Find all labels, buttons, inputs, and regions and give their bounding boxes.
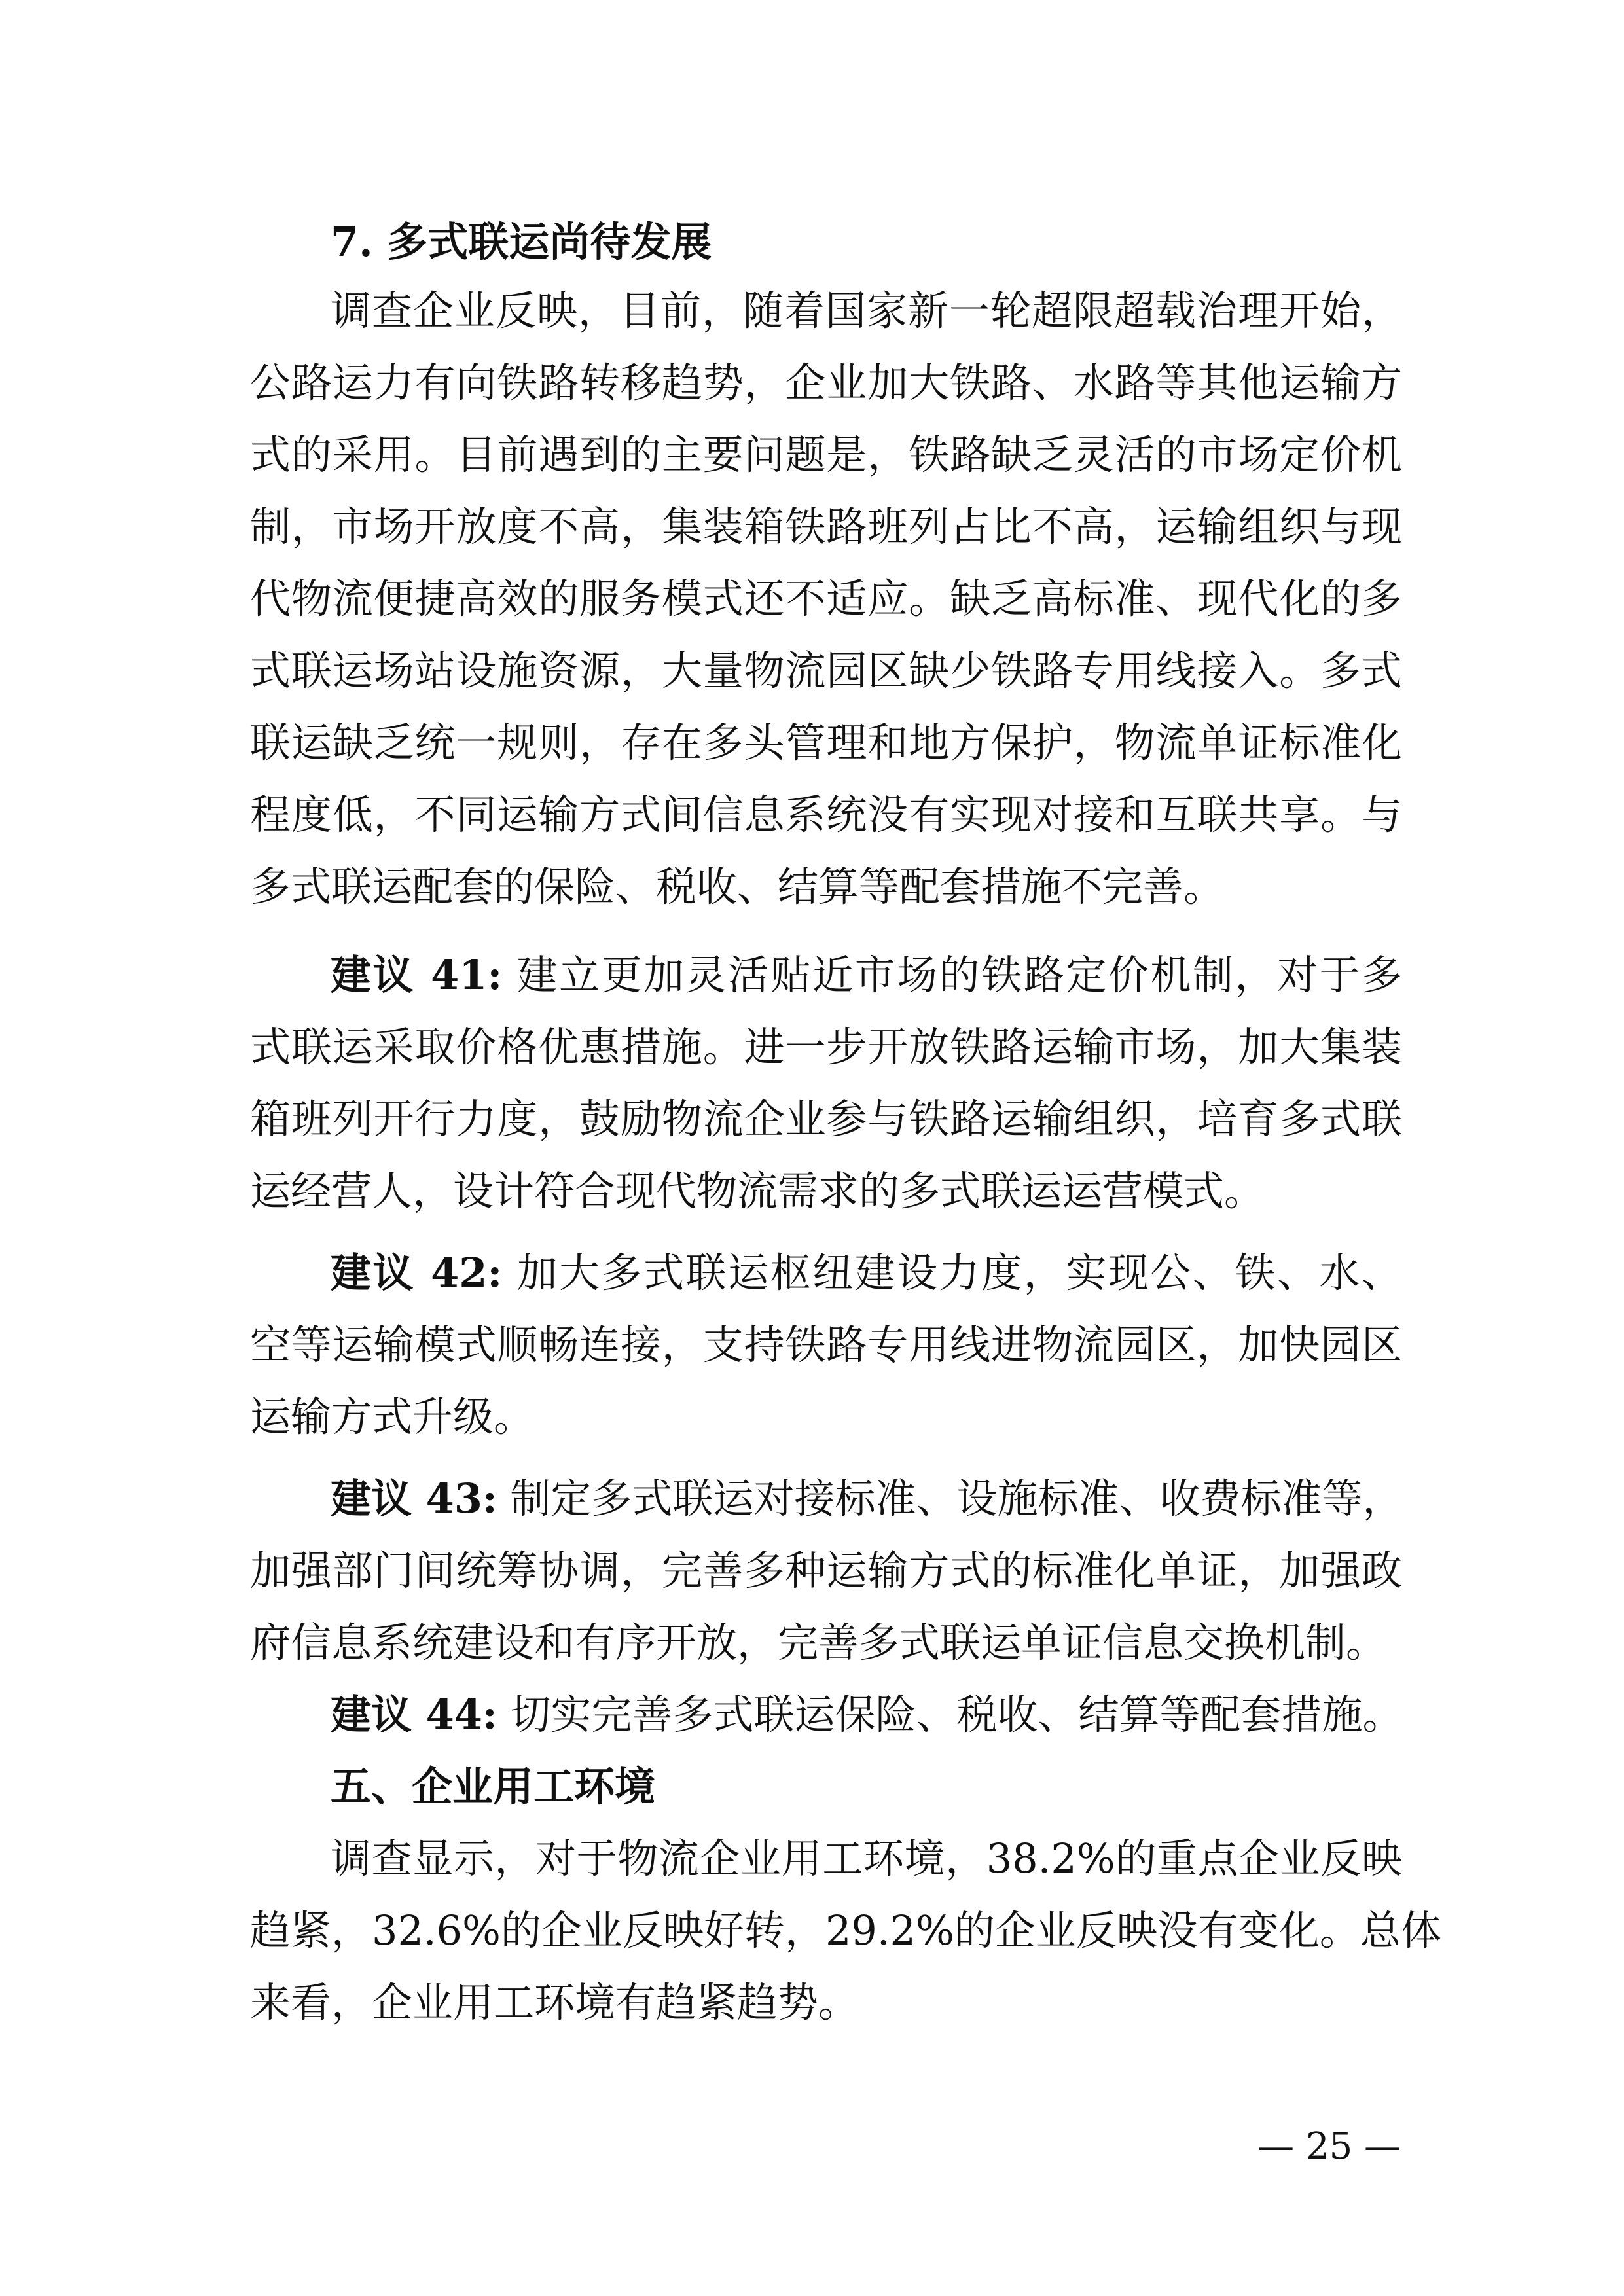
suggestion-text: 加大多式联运枢纽建设力度，实现公、铁、水、 xyxy=(516,1249,1402,1297)
suggestion-label: 建议 44: xyxy=(331,1691,497,1738)
paragraph-line: 调查显示，对于物流企业用工环境，38.2%的重点企业反映 xyxy=(331,1835,1402,1882)
suggestion-text: 制定多式联运对接标准、设施标准、收费标准等， xyxy=(510,1475,1403,1522)
paragraph-line: 式联运采取价格优惠措施。进一步开放铁路运输市场，加大集装 xyxy=(250,1023,1402,1071)
suggestion-text: 切实完善多式联运保险、税收、结算等配套措施。 xyxy=(510,1691,1403,1738)
paragraph-line: 公路运力有向铁路转移趋势，企业加大铁路、水路等其他运输方 xyxy=(250,359,1402,406)
paragraph-line: 代物流便捷高效的服务模式还不适应。缺乏高标准、现代化的多 xyxy=(250,575,1402,622)
paragraph-line: 程度低，不同运输方式间信息系统没有实现对接和互联共享。与 xyxy=(250,791,1402,838)
suggestion-44-first-line xyxy=(331,1689,1402,1741)
paragraph-line: 来看，企业用工环境有趋紧趋势。 xyxy=(250,1979,859,2026)
suggestion-label: 建议 43: xyxy=(331,1475,497,1522)
paragraph-line: 空等运输模式顺畅连接，支持铁路专用线进物流园区，加快园区 xyxy=(250,1321,1402,1369)
suggestion-label: 建议 41: xyxy=(331,951,503,999)
paragraph-line: 制，市场开放度不高，集装箱铁路班列占比不高，运输组织与现 xyxy=(250,503,1402,550)
suggestion-label: 建议 42: xyxy=(331,1249,503,1297)
suggestion-42-first-line xyxy=(331,1247,1402,1299)
paragraph-line: 运经营人，设计符合现代物流需求的多式联运运营模式。 xyxy=(250,1167,1265,1215)
suggestion-text: 建立更加灵活贴近市场的铁路定价机制，对于多 xyxy=(516,951,1402,999)
suggestion-41-first-line xyxy=(331,949,1402,1001)
paragraph-line: 调查企业反映，目前，随着国家新一轮超限超载治理开始， xyxy=(331,287,1402,334)
paragraph-line: 联运缺乏统一规则，存在多头管理和地方保护，物流单证标准化 xyxy=(250,719,1402,766)
paragraph-line: 趋紧，32.6%的企业反映好转，29.2%的企业反映没有变化。总体 xyxy=(250,1907,1441,1954)
suggestion-43-first-line xyxy=(331,1473,1402,1525)
paragraph-line: 式的采用。目前遇到的主要问题是，铁路缺乏灵活的市场定价机 xyxy=(250,431,1402,478)
section-heading: 7. 多式联运尚待发展 xyxy=(331,218,712,266)
paragraph-line: 式联运场站设施资源，大量物流园区缺少铁路专用线接入。多式 xyxy=(250,647,1402,694)
page-number: — 25 — xyxy=(1257,2125,1401,2168)
paragraph-line: 府信息系统建设和有序开放，完善多式联运单证信息交换机制。 xyxy=(250,1619,1387,1666)
paragraph-line: 箱班列开行力度，鼓励物流企业参与铁路运输组织，培育多式联 xyxy=(250,1095,1402,1143)
section-heading: 五、企业用工环境 xyxy=(331,1763,656,1810)
paragraph-line: 加强部门间统筹协调，完善多种运输方式的标准化单证，加强政 xyxy=(250,1547,1402,1594)
paragraph-line: 运输方式升级。 xyxy=(250,1393,535,1441)
paragraph-line: 多式联运配套的保险、税收、结算等配套措施不完善。 xyxy=(250,863,1225,910)
